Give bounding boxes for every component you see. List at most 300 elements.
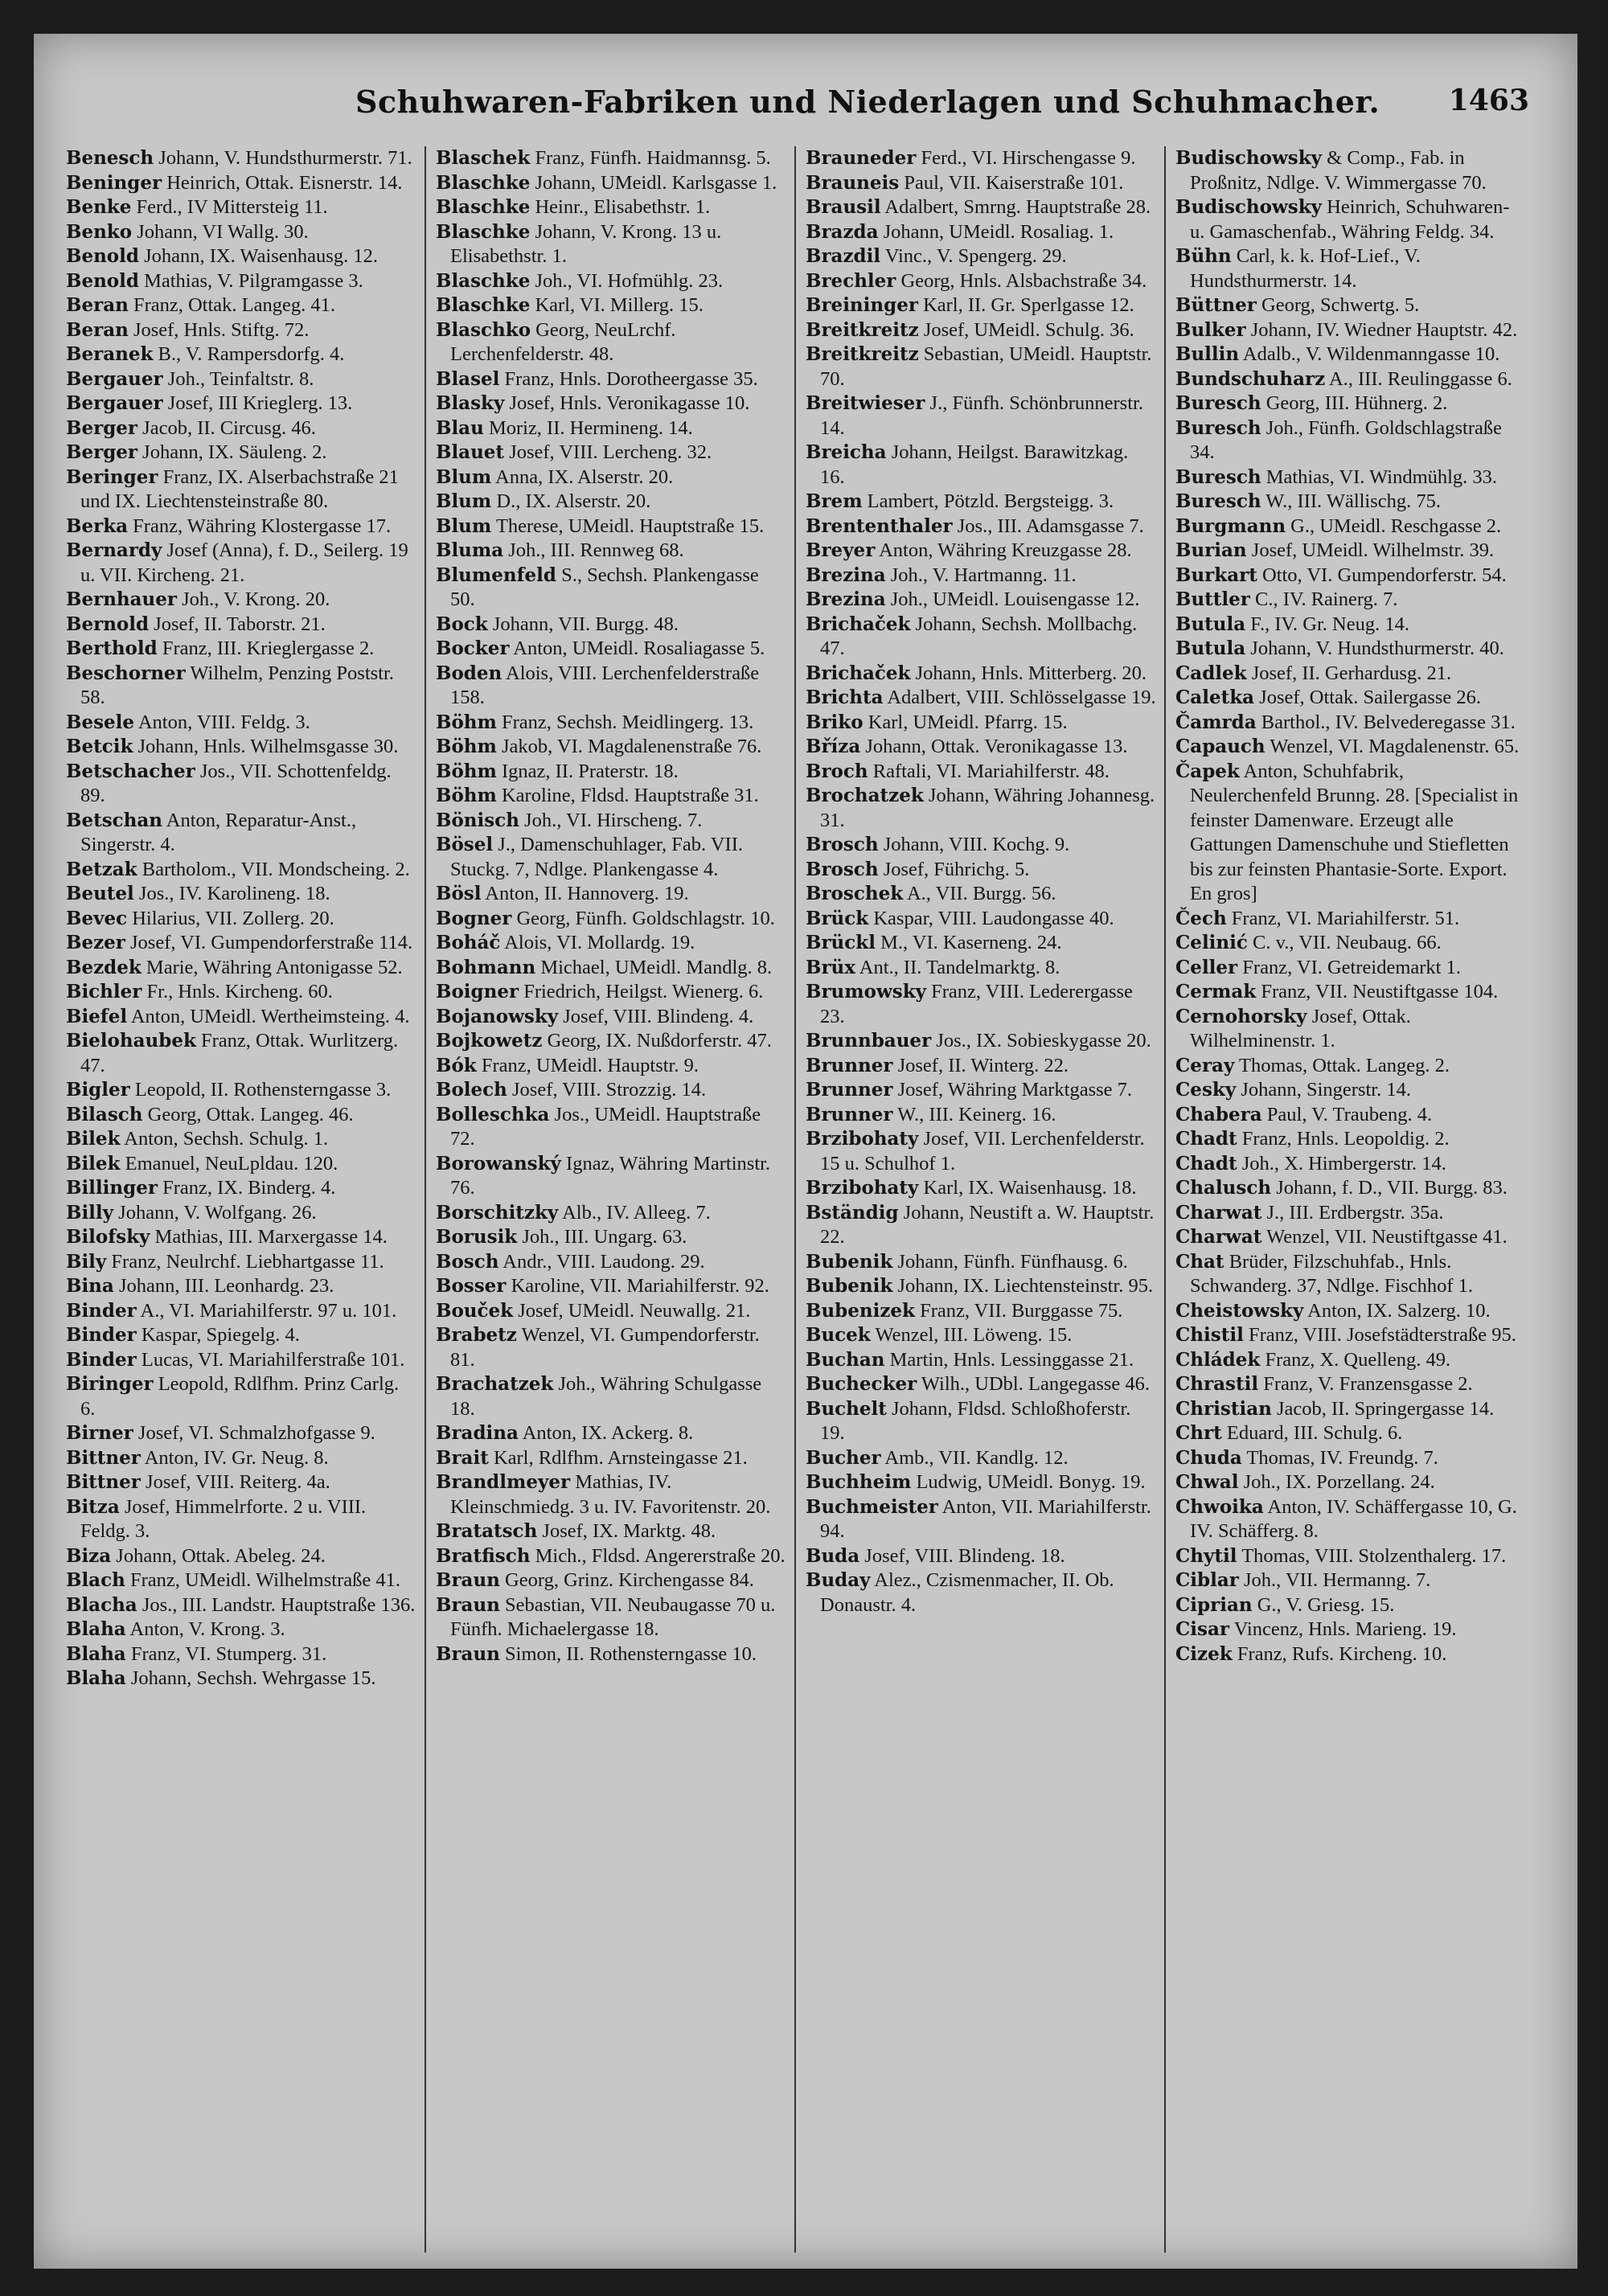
entry-name: Bucher (806, 1446, 881, 1469)
entry-name: Blaschke (436, 196, 531, 218)
entry-name: Bullin (1175, 343, 1240, 365)
entry-details: Franz, Sechsh. Meidlingerg. 13. (501, 711, 754, 733)
entry-details: Ignaz, II. Praterstr. 18. (501, 760, 679, 782)
directory-entry (436, 1470, 786, 1519)
entry-name: Borusik (436, 1226, 518, 1248)
entry-details: C., IV. Rainerg. 7. (1255, 588, 1398, 610)
entry-details: Adalbert, Smrng. Hauptstraße 28. (884, 196, 1151, 218)
directory-entry (806, 392, 1156, 441)
directory-entry (1175, 686, 1526, 711)
entry-details: Josef, VIII. Lercheng. 32. (509, 441, 712, 463)
entry-details: Georg, III. Hühnerg. 2. (1265, 392, 1448, 414)
entry-details: J., Damenschuhlager, Fab. VII. Stuckg. 7, Ndlge. Plankengasse 4. (450, 834, 743, 880)
entry-details: Johann, Sechsh. Wehrgasse 15. (130, 1667, 376, 1689)
entry-name: Burian (1175, 539, 1247, 561)
page-number: 1463 (1448, 84, 1529, 117)
entry-details: Joh., VII. Hermanng. 7. (1244, 1569, 1431, 1591)
entry-name: Beran (66, 318, 129, 341)
entry-name: Bezer (66, 932, 125, 953)
entry-name: Beranek (66, 343, 154, 365)
entry-name: Benold (66, 245, 139, 267)
entry-details: Wenzel, VI. Gumpendorferstr. 81. (450, 1324, 760, 1371)
entry-name: Beschorner (66, 662, 186, 684)
entry-details: Thomas, VIII. Stolzenthalerg. 17. (1241, 1544, 1507, 1567)
directory-entry (1175, 931, 1526, 956)
entry-name: Celler (1175, 956, 1238, 978)
entry-name: Chalusch (1175, 1177, 1272, 1199)
directory-entry (806, 711, 1156, 736)
entry-name: Cernohorsky (1175, 1005, 1307, 1027)
entry-name: Blaschko (436, 318, 531, 341)
entry-name: Biefel (66, 1005, 128, 1027)
column-3 (806, 146, 1166, 2253)
entry-name: Čech (1175, 907, 1227, 929)
directory-entry (1175, 1568, 1526, 1593)
directory-entry (436, 1103, 786, 1152)
directory-entry (436, 784, 786, 809)
entry-name: Bittner (66, 1471, 141, 1493)
entry-details: Moriz, II. Hermineng. 14. (488, 416, 693, 439)
entry-details: Ant., II. Tandelmarktg. 8. (859, 956, 1060, 978)
directory-entry (436, 809, 786, 834)
entry-details: Lucas, VI. Mariahilferstraße 101. (141, 1348, 405, 1371)
entry-name: Brosch (806, 858, 879, 880)
entry-details: Sebastian, UMeidl. Hauptstr. 70. (820, 343, 1152, 390)
entry-details: Lambert, Pötzld. Bergsteigg. 3. (867, 490, 1114, 512)
entry-details: Franz, UMeidl. Wilhelmstraße 41. (129, 1569, 400, 1591)
entry-name: Boigner (436, 981, 519, 1002)
entry-name: Caletka (1175, 687, 1255, 708)
directory-entry (806, 269, 1156, 294)
entry-details: Anton, IX. Salzerg. 10. (1307, 1299, 1491, 1322)
entry-details: Friedrich, Heilgst. Wienerg. 6. (523, 981, 764, 1002)
entry-name: Binder (66, 1348, 137, 1371)
entry-details: Josef, UMeidl. Wilhelmstr. 39. (1251, 539, 1495, 561)
entry-name: Bitza (66, 1495, 120, 1518)
entry-details: Johann, V. Hundsthurmerstr. 40. (1250, 638, 1504, 659)
directory-entry (66, 907, 416, 932)
entry-details: Joh., III. Ungarg. 63. (522, 1226, 687, 1248)
entry-details: Georg, Schwertg. 5. (1261, 294, 1420, 316)
directory-entry (66, 1593, 416, 1618)
entry-details: F., IV. Gr. Neug. 14. (1250, 613, 1409, 635)
entry-details: C. v., VII. Neubaug. 66. (1253, 932, 1442, 953)
entry-details: Emanuel, NeuLpldau. 120. (125, 1152, 338, 1175)
directory-entry (66, 1446, 416, 1471)
directory-entry (436, 441, 786, 465)
entry-name: Bigler (66, 1079, 130, 1101)
directory-entry (66, 171, 416, 196)
directory-entry (1175, 1103, 1526, 1128)
entry-details: Ferd., VI. Hirschengasse 9. (921, 147, 1136, 169)
entry-name: Bojkowetz (436, 1030, 543, 1052)
entry-details: Vincenz, Hnls. Marieng. 19. (1233, 1618, 1457, 1640)
entry-details: B., V. Rampersdorfg. 4. (158, 343, 345, 365)
entry-name: Buresch (1175, 392, 1261, 414)
entry-name: Chrt (1175, 1422, 1222, 1444)
entry-details: Franz, Neulrchf. Liebhartgasse 11. (111, 1250, 384, 1273)
column-4 (1175, 146, 1534, 2253)
entry-name: Cesky (1175, 1079, 1237, 1101)
entry-name: Budischowsky (1175, 147, 1323, 169)
entry-details: Raftali, VI. Mariahilferstr. 48. (872, 760, 1110, 782)
entry-name: Chabera (1175, 1103, 1262, 1125)
entry-details: Karoline, VII. Mariahilferstr. 92. (511, 1275, 769, 1297)
directory-entry (1175, 956, 1526, 981)
entry-details: Joh., X. Himbergerstr. 14. (1241, 1152, 1446, 1175)
entry-name: Böhm (436, 736, 497, 757)
directory-entry (436, 1225, 786, 1250)
entry-details: Johann, UMeidl. Rosaliag. 1. (883, 220, 1114, 243)
directory-entry (66, 613, 416, 638)
entry-details: Johann, Fünfh. Fünfhausg. 6. (897, 1250, 1128, 1273)
entry-details: Franz, Hnls. Leopoldig. 2. (1241, 1128, 1450, 1150)
entry-details: Josef, Führichg. 5. (883, 858, 1030, 880)
entry-name: Buchmeister (806, 1495, 938, 1518)
entry-details: W., III. Wällischg. 75. (1265, 490, 1442, 512)
directory-entry (806, 1348, 1156, 1373)
entry-details: Josef, VIII. Reiterg. 4a. (146, 1471, 330, 1493)
directory-entry (1175, 1470, 1526, 1495)
directory-entry (436, 1519, 786, 1544)
directory-entry (1175, 515, 1526, 539)
entry-name: Buresch (1175, 490, 1261, 512)
directory-entry (1175, 1176, 1526, 1201)
directory-entry (436, 833, 786, 882)
entry-name: Blum (436, 515, 492, 537)
entry-name: Brzibohaty (806, 1177, 919, 1199)
entry-details: Karl, UMeidl. Pfarrg. 15. (868, 711, 1068, 733)
entry-name: Breitwieser (806, 392, 925, 414)
entry-details: Josef, VIII. Blindeng. 18. (864, 1544, 1065, 1567)
directory-entry (1175, 244, 1526, 293)
entry-name: Berthold (66, 638, 158, 659)
entry-name: Biringer (66, 1373, 154, 1395)
entry-name: Böhm (436, 760, 497, 782)
directory-entry (66, 662, 416, 711)
entry-name: Blauet (436, 441, 505, 463)
entry-name: Ciblar (1175, 1569, 1239, 1591)
entry-name: Brazda (806, 220, 879, 243)
entry-details: Josef, Ottak. Sailergasse 26. (1259, 687, 1481, 708)
directory-entry (806, 1544, 1156, 1569)
directory-entry (1175, 367, 1526, 392)
entry-name: Brückl (806, 932, 876, 953)
directory-entry (806, 1103, 1156, 1128)
entry-name: Budischowsky (1175, 196, 1323, 218)
directory-entry (1175, 1323, 1526, 1348)
entry-name: Bösel (436, 834, 494, 855)
entry-details: Josef, II. Winterg. 22. (897, 1054, 1069, 1076)
entry-name: Breininger (806, 294, 918, 316)
entry-name: Bständig (806, 1201, 899, 1224)
entry-name: Blach (66, 1569, 125, 1591)
entry-name: Blasel (436, 367, 500, 390)
directory-entry (1175, 1446, 1526, 1471)
entry-details: Anton, VIII. Feldg. 3. (137, 711, 310, 733)
directory-entry (1175, 1250, 1526, 1299)
directory-entry (66, 1642, 416, 1667)
directory-entry (436, 637, 786, 662)
entry-details: Bartholom., VII. Mondscheing. 2. (142, 858, 410, 880)
entry-details: Hilarius, VII. Zollerg. 20. (132, 907, 334, 929)
entry-details: Jos., III. Adamsgasse 7. (957, 515, 1144, 537)
entry-details: Johann, V. Krong. 13 u. Elisabethstr. 1. (450, 220, 722, 267)
entry-name: Bosch (436, 1250, 499, 1273)
entry-details: Anton, V. Krong. 3. (129, 1618, 285, 1640)
entry-details: Carl, k. k. Hof-Lief., V. Hundsthurmerstr. 14. (1190, 245, 1421, 292)
entry-name: Cermak (1175, 981, 1257, 1002)
entry-name: Brunner (806, 1079, 893, 1101)
directory-entry (806, 1372, 1156, 1397)
directory-entry (436, 318, 786, 367)
entry-name: Charwat (1175, 1226, 1262, 1248)
directory-entry (436, 1593, 786, 1642)
entry-name: Beringer (66, 465, 158, 488)
directory-entry (66, 588, 416, 613)
entry-name: Bucek (806, 1324, 871, 1346)
directory-entry (436, 613, 786, 638)
directory-entry (436, 269, 786, 294)
entry-details: Georg, Grinz. Kirchengasse 84. (505, 1569, 754, 1591)
directory-entry (806, 588, 1156, 613)
entry-name: Buchelt (806, 1397, 887, 1420)
entry-name: Blaschke (436, 171, 531, 194)
entry-details: Ignaz, Währing Martinstr. 76. (450, 1152, 771, 1199)
directory-entry (436, 662, 786, 711)
entry-details: Josef, Währing Marktgasse 7. (897, 1079, 1133, 1101)
directory-entry (806, 980, 1156, 1029)
directory-entry (806, 1568, 1156, 1617)
directory-entry (436, 539, 786, 564)
entry-details: Simon, II. Rothensterngasse 10. (505, 1642, 757, 1665)
entry-details: Franz, VI. Mariahilferstr. 51. (1231, 907, 1460, 929)
entry-name: Buday (806, 1569, 871, 1591)
entry-details: Josef, II. Taborstr. 21. (154, 613, 326, 635)
directory-entry (66, 1201, 416, 1226)
directory-entry (66, 1323, 416, 1348)
directory-entry (66, 1176, 416, 1201)
directory-entry (806, 539, 1156, 564)
directory-entry (1175, 588, 1526, 613)
entry-name: Chytil (1175, 1544, 1237, 1567)
directory-entry (806, 1201, 1156, 1250)
directory-entry (66, 342, 416, 367)
entry-name: Chat (1175, 1250, 1224, 1273)
directory-entry (1175, 1348, 1526, 1373)
directory-entry (66, 637, 416, 662)
entry-details: Barthol., IV. Belvederegasse 31. (1261, 711, 1516, 733)
entry-details: Johann, VIII. Kochg. 9. (883, 834, 1070, 855)
entry-details: Franz, Ottak. Wurlitzerg. 47. (80, 1030, 399, 1076)
entry-details: Joh., VI. Hofmühlg. 23. (535, 269, 724, 292)
directory-entry (1175, 1152, 1526, 1177)
directory-entry (806, 956, 1156, 981)
entry-name: Brechler (806, 269, 896, 292)
entry-name: Berger (66, 416, 138, 439)
entry-details: Franz, VI. Getreidemarkt 1. (1242, 956, 1461, 978)
entry-name: Brabetz (436, 1324, 517, 1346)
entry-name: Böhm (436, 785, 497, 806)
entry-details: S., Sechsh. Plankengasse 50. (450, 564, 759, 610)
entry-details: M., VI. Kaserneng. 24. (880, 932, 1062, 953)
directory-entry (806, 1397, 1156, 1446)
directory-entry (66, 515, 416, 539)
entry-name: Bilasch (66, 1103, 143, 1125)
entry-name: Braun (436, 1642, 500, 1665)
entry-details: Josef, Hnls. Veronikagasse 10. (509, 392, 750, 414)
directory-entry (66, 539, 416, 588)
entry-name: Bielohaubek (66, 1030, 196, 1052)
entry-name: Brauneder (806, 147, 917, 169)
directory-entry (1175, 613, 1526, 638)
entry-name: Brück (806, 907, 869, 929)
entry-name: Čamrda (1175, 711, 1257, 733)
entry-details: Johann, Sechsh. Mollbachg. 47. (820, 613, 1138, 659)
entry-name: Bocker (436, 638, 510, 659)
entry-details: Eduard, III. Schulg. 6. (1226, 1422, 1403, 1444)
entry-details: Amb., VII. Kandlg. 12. (884, 1446, 1069, 1469)
directory-entry (1175, 342, 1526, 367)
entry-name: Broschek (806, 883, 904, 904)
entry-name: Buchan (806, 1348, 885, 1371)
entry-name: Bergauer (66, 392, 163, 414)
directory-entry (806, 220, 1156, 245)
entry-name: Blum (436, 465, 492, 488)
entry-name: Bichler (66, 981, 142, 1002)
entry-details: Josef (Anna), f. D., Seilerg. 19 u. VII. Kircheng. 21. (80, 539, 408, 586)
entry-details: Wenzel, III. Löweng. 15. (875, 1324, 1073, 1346)
entry-details: Joh., V. Hartmanng. 11. (890, 564, 1077, 586)
directory-entry (436, 220, 786, 269)
page-header (66, 84, 1545, 140)
entry-details: Karl, IX. Waisenhausg. 18. (923, 1177, 1137, 1199)
entry-details: Mathias, III. Marxergasse 14. (154, 1226, 388, 1248)
entry-details: Josef, VIII. Strozzig. 14. (512, 1079, 707, 1101)
entry-details: Alois, VIII. Lerchenfelderstraße 158. (450, 662, 760, 708)
directory-entry (1175, 293, 1526, 318)
entry-details: Anton, IV. Schäffergasse 10, G. IV. Schäfferg. 8. (1190, 1495, 1517, 1542)
entry-name: Burkart (1175, 564, 1257, 586)
entry-details: Franz, Währing Klostergasse 17. (133, 515, 392, 537)
entry-name: Bouček (436, 1299, 514, 1322)
entry-name: Brait (436, 1446, 489, 1469)
entry-details: Georg, Ottak. Langeg. 46. (147, 1103, 354, 1125)
entry-details: Franz, VII. Burggasse 75. (920, 1299, 1123, 1322)
entry-name: Bock (436, 613, 488, 635)
entry-details: Anton, VII. Mariahilferstr. 94. (820, 1495, 1151, 1542)
entry-name: Berka (66, 515, 129, 537)
entry-details: Georg, NeuLrchf. Lerchenfelderstr. 48. (450, 318, 676, 365)
entry-name: Benke (66, 196, 132, 218)
entry-details: Josef, III Krieglerg. 13. (167, 392, 353, 414)
entry-details: Kaspar, VIII. Laudongasse 40. (873, 907, 1114, 929)
directory-entry (806, 1446, 1156, 1471)
entry-details: Georg, Fünfh. Goldschlagstr. 10. (516, 907, 775, 929)
directory-entry (66, 1299, 416, 1324)
entry-name: Benko (66, 220, 133, 243)
directory-entry (66, 1495, 416, 1544)
directory-entry (66, 956, 416, 981)
entry-name: Bilek (66, 1152, 121, 1175)
directory-entry (806, 1029, 1156, 1054)
directory-entry (66, 416, 416, 441)
entry-name: Brententhaler (806, 515, 953, 537)
entry-details: Jos., III. Landstr. Hauptstraße 136. (142, 1593, 416, 1616)
entry-name: Buchheim (806, 1471, 912, 1493)
entry-details: Jos., VII. Schottenfeldg. 89. (80, 760, 392, 806)
directory-entry (806, 1470, 1156, 1495)
entry-name: Brzibohaty (806, 1128, 919, 1150)
entry-details: Johann, Währing Johannesg. 31. (820, 785, 1155, 831)
entry-details: Josef, Ottak. Wilhelminenstr. 1. (1190, 1005, 1411, 1052)
entry-details: Anton, Schuhfabrik, Neulerchenfeld Brunng. 28. [Specialist in feinster Damenware. Erzeugt alle Gattungen Damenschuhe und Stiefletten bis zur feinsten Phantasie-Sorte. Export. En gros] (1190, 760, 1519, 904)
entry-details: Franz, X. Quelleng. 49. (1265, 1348, 1451, 1371)
entry-name: Celinić (1175, 932, 1248, 953)
directory-entry (436, 1054, 786, 1079)
directory-entry (1175, 539, 1526, 564)
directory-entry (66, 1005, 416, 1030)
entry-name: Blaha (66, 1618, 126, 1640)
entry-name: Brachatzek (436, 1373, 554, 1395)
entry-name: Bönisch (436, 809, 519, 831)
entry-details: Anna, IX. Alserstr. 20. (495, 465, 674, 488)
directory-entry (806, 441, 1156, 490)
directory-entry (1175, 1642, 1526, 1667)
directory-entry (1175, 1201, 1526, 1226)
entry-details: Josef, II. Gerhardusg. 21. (1251, 662, 1452, 684)
directory-entry (66, 931, 416, 956)
entry-name: Chadt (1175, 1152, 1237, 1175)
entry-details: Josef, UMeidl. Schulg. 36. (923, 318, 1134, 341)
entry-name: Brunner (806, 1054, 893, 1076)
entry-details: Brüder, Filzschuhfab., Hnls. Schwanderg. 37, Ndlge. Fischhof 1. (1190, 1250, 1474, 1297)
entry-details: Franz, III. Krieglergasse 2. (162, 638, 375, 659)
entry-details: Johann, UMeidl. Karlsgasse 1. (535, 171, 777, 194)
entry-details: Josef, Himmelrforte. 2 u. VIII. Feldg. 3. (80, 1495, 367, 1542)
entry-details: G., V. Griesg. 15. (1257, 1593, 1395, 1616)
directory-entry (806, 564, 1156, 588)
entry-details: Jacob, II. Circusg. 46. (142, 416, 316, 439)
directory-entry (806, 515, 1156, 539)
directory-entry (66, 1667, 416, 1691)
entry-name: Binder (66, 1299, 137, 1322)
directory-entry (66, 1470, 416, 1495)
entry-details: A., VII. Burgg. 56. (906, 883, 1056, 904)
directory-entry (436, 1421, 786, 1446)
entry-details: Johann, f. D., VII. Burgg. 83. (1276, 1177, 1508, 1199)
entry-details: Anton, II. Hannoverg. 19. (485, 883, 689, 904)
entry-name: Bernardy (66, 539, 162, 561)
directory-entry (436, 564, 786, 613)
entry-name: Brandlmeyer (436, 1471, 571, 1493)
directory-entry (66, 809, 416, 858)
entry-name: Binder (66, 1324, 137, 1346)
entry-details: Franz, UMeidl. Hauptstr. 9. (481, 1054, 699, 1076)
entry-name: Blaha (66, 1642, 126, 1665)
entry-details: Kaspar, Spiegelg. 4. (141, 1324, 300, 1346)
directory-entry (1175, 1078, 1526, 1103)
entry-details: Johann, IX. Säuleng. 2. (142, 441, 327, 463)
directory-entry (436, 195, 786, 220)
directory-entry (66, 1127, 416, 1152)
entry-name: Bulker (1175, 318, 1246, 341)
entry-name: Braun (436, 1569, 500, 1591)
entry-name: Biza (66, 1544, 112, 1567)
entry-name: Brausil (806, 196, 881, 218)
directory-entry (806, 1078, 1156, 1103)
entry-name: Bina (66, 1275, 114, 1297)
